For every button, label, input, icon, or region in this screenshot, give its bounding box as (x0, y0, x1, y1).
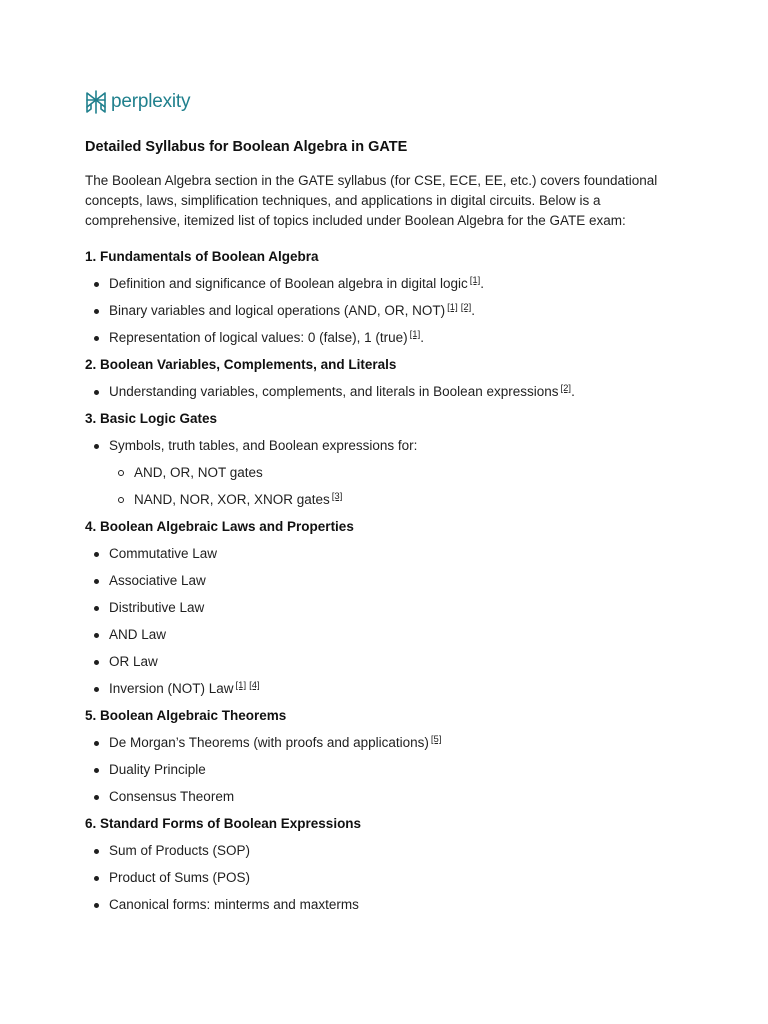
list-item-text: NAND, NOR, XOR, XNOR gates (134, 492, 330, 507)
sub-list-item (85, 490, 685, 510)
section-heading: 2. Boolean Variables, Complements, and Literals (85, 357, 397, 372)
list-item (85, 652, 685, 672)
list-item-text: Symbols, truth tables, and Boolean expressions for: (109, 438, 418, 453)
list-item (85, 787, 685, 807)
list-item (85, 382, 685, 402)
list-item (85, 679, 685, 699)
section-heading: 1. Fundamentals of Boolean Algebra (85, 249, 319, 264)
citation-link[interactable]: [1] (409, 329, 421, 340)
list-item-text: Product of Sums (POS) (109, 870, 251, 885)
topic-list (85, 274, 685, 348)
citation-link[interactable]: [2] (560, 383, 572, 394)
list-item-punctuation: . (420, 330, 424, 345)
list-item-text: Duality Principle (109, 762, 206, 777)
list-item (85, 625, 685, 645)
list-item (85, 301, 685, 321)
perplexity-logo[interactable] (85, 89, 190, 115)
list-item (85, 274, 685, 294)
list-item-text: Canonical forms: minterms and maxterms (109, 897, 359, 912)
list-item-text: Commutative Law (109, 546, 218, 561)
perplexity-logo-icon (85, 90, 107, 114)
list-item-text: OR Law (109, 654, 158, 669)
topic-list (85, 733, 685, 807)
list-item (85, 544, 685, 564)
citation-link[interactable]: [1] (469, 275, 481, 286)
list-item-text: Consensus Theorem (109, 789, 235, 804)
list-item-text: Definition and significance of Boolean algebra in digital logic (109, 276, 468, 291)
list-item-text: Sum of Products (SOP) (109, 843, 251, 858)
topic-list (85, 544, 685, 699)
list-item-text: Associative Law (109, 573, 206, 588)
list-item (85, 868, 685, 888)
list-item-text: Representation of logical values: 0 (false), 1 (true) (109, 330, 408, 345)
citation-link[interactable]: [1] (447, 302, 458, 313)
list-item (85, 436, 685, 456)
list-item (85, 841, 685, 861)
topic-list (85, 436, 685, 510)
list-item-punctuation: . (480, 276, 485, 291)
sub-list-item (85, 463, 685, 483)
list-item-text: AND, OR, NOT gates (134, 465, 263, 480)
page-title: Detailed Syllabus for Boolean Algebra in GATE (85, 139, 408, 155)
list-item-text: Understanding variables, complements, and literals in Boolean expressions (109, 384, 559, 399)
list-item-text: AND Law (109, 627, 167, 642)
citation-link[interactable]: [1] (235, 680, 247, 691)
list-item (85, 760, 685, 780)
list-item-text: Distributive Law (109, 600, 205, 615)
list-item (85, 598, 685, 618)
section-heading: 5. Boolean Algebraic Theorems (85, 708, 287, 723)
list-item-text: Inversion (NOT) Law (109, 681, 234, 696)
brand-name: perplexity (111, 91, 191, 112)
citation-link[interactable]: [3] (331, 491, 343, 502)
list-item (85, 895, 685, 915)
citation-link[interactable]: [2] (460, 302, 472, 313)
intro-paragraph: The Boolean Algebra section in the GATE syllabus (for CSE, ECE, EE, etc.) covers foundational concepts, laws, simplification techniques, and applications in digital circuits. Below is a comprehensive, itemized list of topics included under Boolean Algebra for the GATE exam: (85, 173, 658, 228)
list-item-punctuation: . (471, 303, 476, 318)
citation-link[interactable]: [5] (430, 734, 442, 745)
section-heading: 3. Basic Logic Gates (85, 411, 218, 426)
list-item-punctuation: . (571, 384, 575, 399)
topic-list (85, 382, 685, 402)
section-heading: 6. Standard Forms of Boolean Expressions (85, 816, 362, 831)
list-item-text: De Morgan’s Theorems (with proofs and applications) (109, 735, 429, 750)
topic-list (85, 841, 685, 915)
list-item (85, 571, 685, 591)
citation-link[interactable]: [4] (249, 680, 260, 691)
section-heading: 4. Boolean Algebraic Laws and Properties (85, 519, 354, 534)
list-item-text: Binary variables and logical operations (AND, OR, NOT) (109, 303, 446, 318)
syllabus-content (85, 247, 685, 922)
list-item (85, 733, 685, 753)
list-item (85, 328, 685, 348)
